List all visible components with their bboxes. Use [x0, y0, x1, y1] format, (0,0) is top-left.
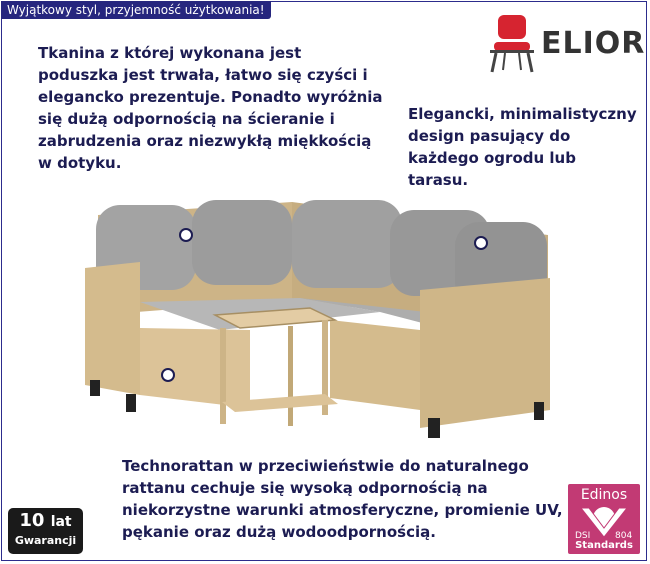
chair-icon	[486, 12, 538, 74]
warranty-unit: lat	[50, 514, 72, 530]
edinos-certificate-badge	[568, 484, 640, 554]
rattan-description: Technorattan w przeciwieństwie do naturalnego rattanu cechuje się wysoką odpornością na niekorzystne warunki atmosferyczne, promienie UV, pękanie oraz dużą wodoodpornością.	[122, 457, 563, 541]
corner-sofa-set-image	[60, 180, 560, 445]
warranty-badge	[8, 508, 83, 554]
fabric-marker-dot	[179, 228, 193, 242]
certificate-name: Edinos	[580, 487, 628, 503]
warranty-label: Gwarancji	[14, 534, 77, 547]
warranty-years: 10	[19, 510, 45, 531]
rattan-marker-dot	[161, 368, 175, 382]
brand-name: ELIOR	[541, 26, 646, 61]
brand-logo	[486, 12, 646, 74]
design-marker-dot	[474, 236, 488, 250]
checkmark-seal-icon	[571, 504, 637, 540]
design-description: Elegancki, minimalistyczny design pasujący do każdego ogrodu lub tarasu.	[408, 105, 637, 189]
fabric-description: Tkanina z której wykonana jest poduszka jest trwała, łatwo się czyści i elegancko prezentuje. Ponadto wyróżnia się dużą odpornością na ścieranie i zabrudzenia oraz niezwykłą miękkością w dotyku.	[38, 44, 383, 172]
certificate-code-left: DSI	[575, 531, 591, 540]
certificate-code-right: 804	[615, 531, 633, 540]
certificate-label: Standards	[575, 540, 633, 551]
slogan-tag: Wyjątkowy styl, przyjemność użytkowania!	[1, 1, 271, 19]
